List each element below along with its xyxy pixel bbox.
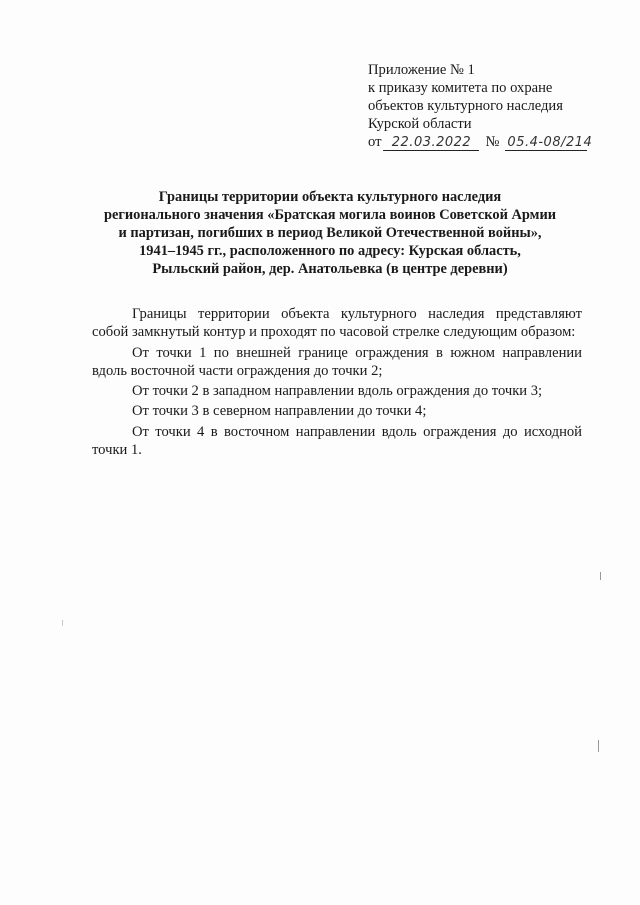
scan-speck (598, 740, 599, 752)
appendix-header (368, 61, 618, 151)
body-paragraph: От точки 2 в западном направлении вдоль ограждения до точки 3; (132, 383, 543, 400)
handwritten-date: 22.03.2022 (383, 136, 479, 151)
document-body (92, 305, 582, 459)
scan-speck (62, 620, 63, 626)
document-title (80, 188, 580, 278)
title-line: 1941–1945 гг., расположенного по адресу: Курская область, (139, 243, 521, 259)
from-label: от (368, 134, 382, 150)
title-line: Границы территории объекта культурного наследия (158, 189, 502, 205)
appendix-line-region: Курской области (368, 116, 472, 132)
appendix-title: Приложение № 1 (368, 62, 475, 78)
appendix-line-objects: объектов культурного наследия (368, 98, 563, 114)
title-line: регионального значения «Братская могила воинов Советской Армии (103, 207, 557, 223)
title-line: и партизан, погибших в период Великой Отечественной войны», (118, 225, 542, 241)
title-line: Рыльский район, дер. Анатольевка (в центре деревни) (152, 261, 508, 277)
body-paragraph: От точки 1 по внешней границе ограждения в южном направлении вдоль восточной части ограждения до точки 2; (92, 344, 582, 379)
handwritten-number: 05.4-08/214 (507, 135, 593, 150)
scan-speck (600, 572, 601, 580)
body-paragraph: От точки 3 в северном направлении до точки 4; (132, 403, 427, 420)
body-paragraph: Границы территории объекта культурного наследия представляют собой замкнутый контур и проходят по часовой стрелке следующим образом: (92, 306, 582, 341)
order-reference (368, 133, 618, 151)
number-sign: № (485, 134, 500, 150)
appendix-line-order: к приказу комитета по охране (368, 80, 553, 96)
body-paragraph: От точки 4 в восточном направлении вдоль ограждения до исходной точки 1. (92, 423, 582, 459)
